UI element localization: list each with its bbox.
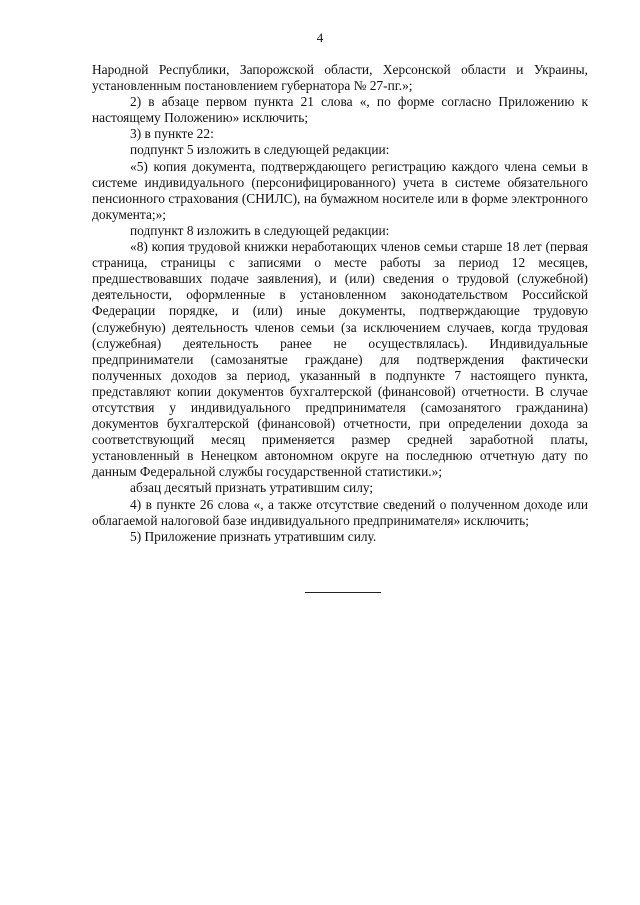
paragraph-item-4: 4) в пункте 26 слова «, а также отсутствие сведений о полученном доходе или облагаемой налоговой базе индивидуального предпринимателя» исключить; bbox=[92, 496, 588, 528]
paragraph-subitem-5-intro: подпункт 5 изложить в следующей редакции: bbox=[130, 142, 390, 158]
end-divider-line bbox=[305, 592, 381, 593]
paragraph-subitem-5-text: «5) копия документа, подтверждающего регистрацию каждого члена семьи в системе индивидуального (персонифицированного) учета в системе обязательного пенсионного страхования (СНИЛС), на бумажном носителе или в форме электронного документа;»; bbox=[92, 158, 588, 222]
paragraph-item-5: 5) Приложение признать утратившим силу. bbox=[130, 528, 377, 544]
paragraph-continuation: Народной Республики, Запорожской области, Херсонской области и Украины, установленным постановлением губернатора № 27-пг.»; bbox=[92, 62, 588, 94]
paragraph-tenth-clause: абзац десятый признать утратившим силу; bbox=[130, 480, 374, 496]
paragraph-item-3: 3) в пункте 22: bbox=[130, 126, 214, 142]
paragraph-subitem-8-intro: подпункт 8 изложить в следующей редакции: bbox=[130, 222, 390, 238]
paragraph-item-2: 2) в абзаце первом пункта 21 слова «, по форме согласно Приложению к настоящему Положению» исключить; bbox=[92, 94, 588, 126]
page-number: 4 bbox=[316, 30, 324, 45]
paragraph-subitem-8-text: «8) копия трудовой книжки неработающих членов семьи старше 18 лет (первая страница, страницы с записями о месте работы за период 12 месяцев, предшествовавших подаче заявления), и (или) сведения о трудовой (служебной) деятельности, оформленные в установленном законодательством Российской Федерации порядке, и (или) иные документы, подтверждающие трудовую (служебную) деятельность членов семьи (за исключением случаев, когда трудовая (служебная) деятельность ранее не осуществлялась). Индивидуальные предприниматели (самозанятые граждане) для подтверждения фактически полученных доходов за период, указанный в подпункте 7 настоящего пункта, представляют копии документов бухгалтерской (финансовой) отчетности. В случае отсутствия у индивидуального предпринимателя (самозанятого гражданина) документов бухгалтерской (финансовой) отчетности, при определении дохода за соответствующий месяц применяется размер средней заработной платы, установленный в Ненецком автономном округе на последнюю отчетную дату по данным Федеральной службы государственной статистики.»; bbox=[92, 239, 588, 480]
document-body bbox=[92, 62, 588, 545]
